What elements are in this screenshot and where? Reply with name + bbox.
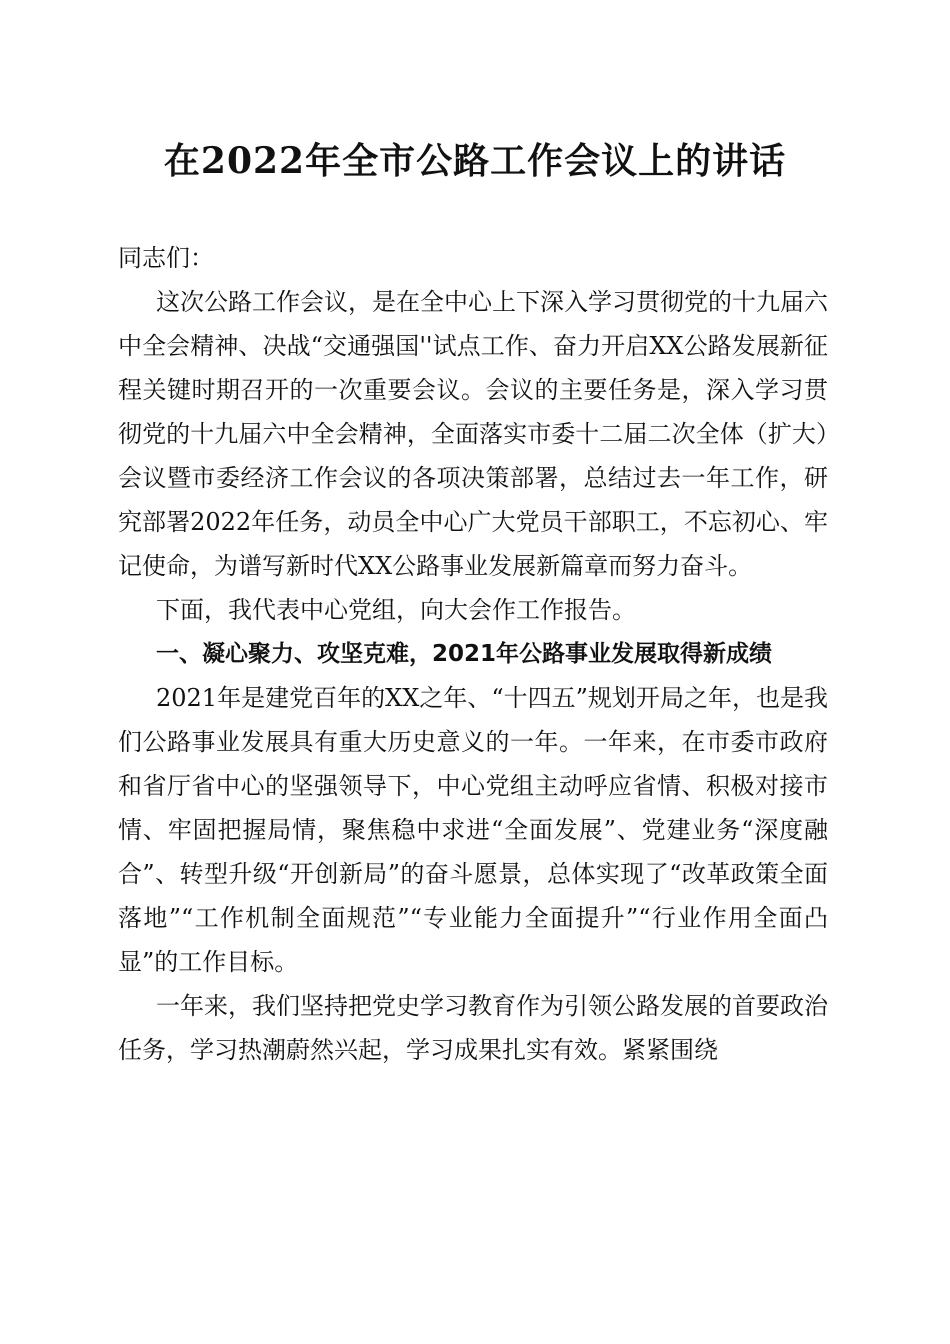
document-body — [118, 236, 828, 1072]
paragraph-report-notice: 下面，我代表中心党组，向大会作工作报告。 — [156, 596, 636, 624]
document-title: 在2022年全市公路工作会议上的讲话 — [163, 140, 787, 182]
section-heading-1: 一、凝心聚力、攻坚克难，2021年公路事业发展取得新成绩 — [156, 641, 773, 667]
paragraph-2021-summary: 2021年是建党百年的XX之年、“十四五”规划开局之年，也是我们公路事业发展具有重大历史意义的一年。一年来，在市委市政府和省厅省中心的坚强领导下，中心党组主动呼应省情、积极对接市情、牢固把握局情，聚焦稳中求进“全面发展”、党建业务“深度融合”、转型升级“开创新局”的奋斗愿景，总体实现了“改革政策全面落地”“工作机制全面规范”“专业能力全面提升”“行业作用全面凸显”的工作目标。 — [118, 684, 828, 976]
salutation: 同志们： — [118, 244, 214, 272]
paragraph-party-history: 一年来，我们坚持把党史学习教育作为引领公路发展的首要政治任务，学习热潮蔚然兴起，学习成果扎实有效。紧紧围绕 — [118, 992, 828, 1064]
paragraph-intro: 这次公路工作会议，是在全中心上下深入学习贯彻党的十九届六中全会精神、决战“交通强国''试点工作、奋力开启XX公路发展新征程关键时期召开的一次重要会议。会议的主要任务是，深入学习贯彻党的十九届六中全会精神，全面落实市委十二届二次全体（扩大）会议暨市委经济工作会议的各项决策部署，总结过去一年工作，研究部署2022年任务，动员全中心广大党员干部职工，不忘初心、牢记使命，为谱写新时代XX公路事业发展新篇章而努力奋斗。 — [118, 288, 828, 580]
